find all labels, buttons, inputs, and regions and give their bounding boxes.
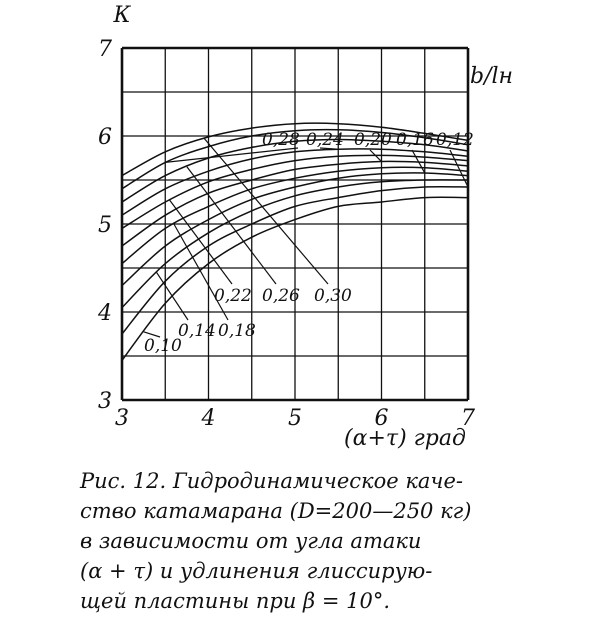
x-tick-label: 5 bbox=[288, 406, 302, 431]
leader-line-0-14 bbox=[157, 272, 188, 320]
curve-label-0-30: 0,30 bbox=[314, 286, 352, 306]
leader-line-0-26 bbox=[187, 167, 276, 284]
curve-label-0-18: 0,18 bbox=[218, 321, 256, 341]
curve-label-0-20: 0,20 bbox=[354, 130, 392, 150]
caption-line-5: щей пластины при β = 10°. bbox=[80, 589, 391, 613]
curve-label-0-16: 0,16 bbox=[396, 130, 434, 150]
caption-line-3: в зависимости от угла атаки bbox=[80, 529, 422, 553]
y-tick-label: 5 bbox=[98, 213, 112, 238]
series-parameter-label: b/lн bbox=[470, 64, 514, 89]
figure-caption bbox=[80, 466, 535, 616]
curve-label-0-22: 0,22 bbox=[214, 286, 252, 306]
curve-label-0-10: 0,10 bbox=[144, 336, 182, 356]
y-tick-label: 3 bbox=[98, 389, 112, 414]
curve-label-0-12: 0,12 bbox=[436, 130, 474, 150]
x-tick-label: 3 bbox=[115, 406, 129, 431]
caption-line-1: Рис. 12. Гидродинамическое каче- bbox=[80, 469, 463, 493]
curve-label-0-28: 0,28 bbox=[262, 130, 300, 150]
leader-line-0-28 bbox=[165, 148, 298, 162]
leader-line-0-30 bbox=[204, 138, 328, 284]
caption-line-4: (α + τ) и удлинения глиссирую- bbox=[80, 559, 433, 583]
x-tick-label: 6 bbox=[374, 406, 389, 431]
caption-line-2: ство катамарана (D=200—250 кг) bbox=[80, 499, 472, 523]
x-tick-label: 7 bbox=[461, 406, 475, 431]
x-axis-label: (α+τ) град bbox=[344, 426, 466, 451]
y-tick-label: 4 bbox=[98, 301, 112, 326]
y-tick-label: 7 bbox=[98, 37, 112, 62]
curve-label-0-24: 0,24 bbox=[306, 130, 344, 150]
curve-label-0-26: 0,26 bbox=[262, 286, 300, 306]
y-axis-label: К bbox=[113, 3, 131, 28]
x-tick-label: 4 bbox=[201, 406, 216, 431]
y-tick-label: 6 bbox=[98, 125, 112, 150]
curve-label-0-14: 0,14 bbox=[178, 321, 216, 341]
